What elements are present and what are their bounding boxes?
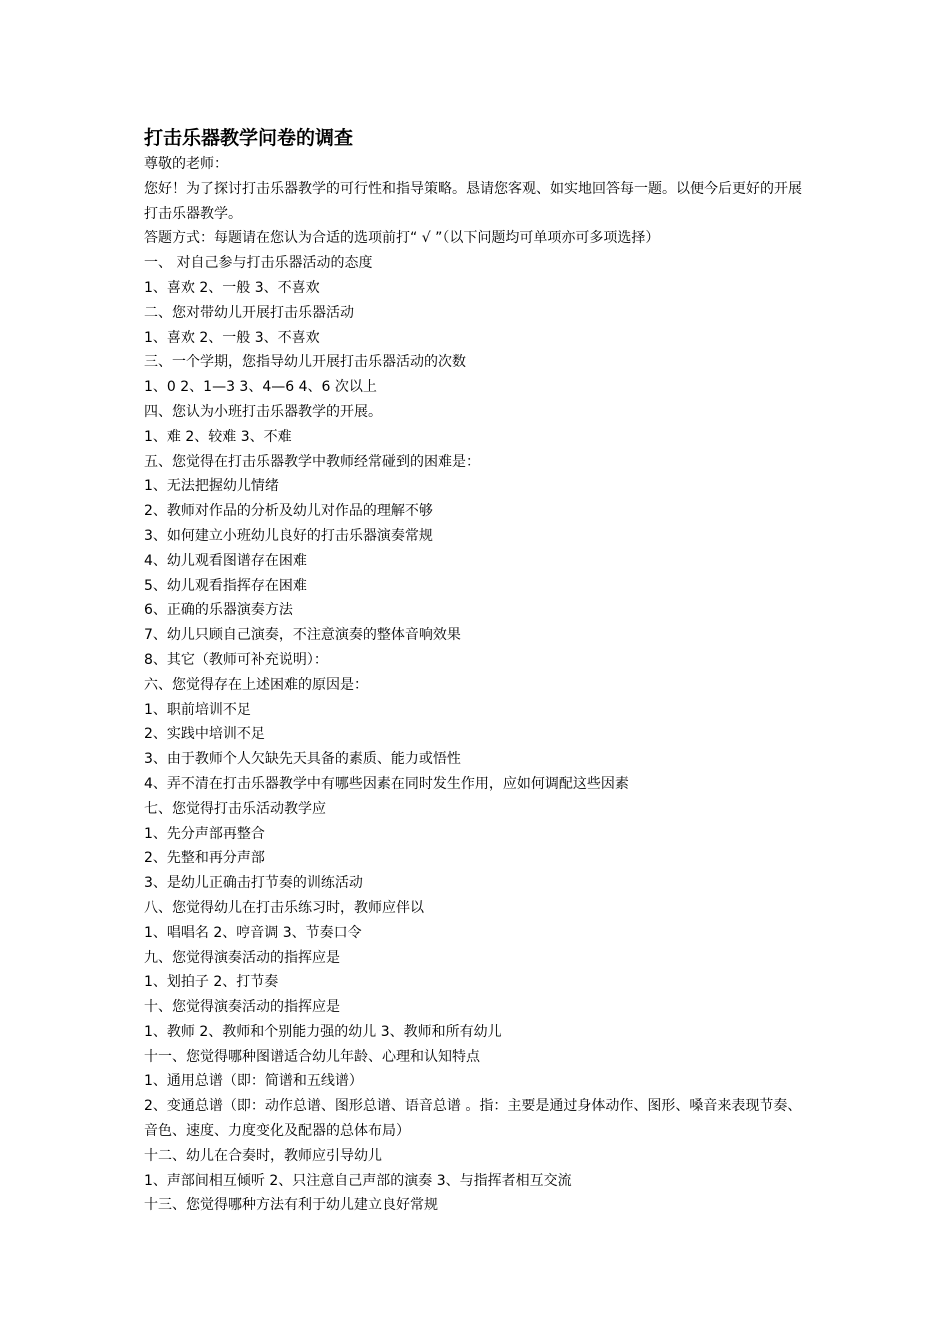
question-line: 一、 对自己参与打击乐器活动的态度 [144, 255, 373, 272]
question-line: 1、职前培训不足 [144, 701, 251, 718]
question-line: 4、幼儿观看图谱存在困难 [144, 552, 307, 569]
question-line: 四、您认为小班打击乐器教学的开展。 [144, 403, 382, 420]
question-line: 1、喜欢 2、一般 3、不喜欢 [144, 329, 320, 346]
question-line: 1、通用总谱（即：简谱和五线谱） [144, 1073, 363, 1090]
question-line: 6、正确的乐器演奏方法 [144, 602, 293, 619]
question-line: 二、您对带幼儿开展打击乐器活动 [144, 304, 354, 321]
question-line: 1、喜欢 2、一般 3、不喜欢 [144, 279, 320, 296]
document-page [144, 124, 814, 1218]
question-line: 五、您觉得在打击乐器教学中教师经常碰到的困难是： [144, 453, 480, 470]
question-line: 七、您觉得打击乐活动教学应 [144, 800, 326, 817]
question-line: 三、一个学期，您指导幼儿开展打击乐器活动的次数 [144, 354, 466, 371]
question-line: 十、您觉得演奏活动的指挥应是 [144, 999, 340, 1016]
question-line: 十三、您觉得哪种方法有利于幼儿建立良好常规 [144, 1197, 438, 1214]
question-line: 1、先分声部再整合 [144, 825, 265, 842]
question-line: 3、是幼儿正确击打节奏的训练活动 [144, 875, 363, 892]
question-line: 2、教师对作品的分析及幼儿对作品的理解不够 [144, 503, 433, 520]
question-line: 5、幼儿观看指挥存在困难 [144, 577, 307, 594]
question-list-tail [144, 1144, 814, 1218]
document-title: 打击乐器教学问卷的调查 [144, 127, 354, 149]
question-line: 2、先整和再分声部 [144, 850, 265, 867]
question-line: 九、您觉得演奏活动的指挥应是 [144, 949, 340, 966]
question-line: 八、您觉得幼儿在打击乐练习时，教师应伴以 [144, 899, 424, 916]
question-line: 1、难 2、较难 3、不难 [144, 428, 292, 445]
answer-instructions: 答题方式：每题请在您认为合适的选项前打“ √ ”（以下问题均可单项亦可多项选择） [144, 230, 660, 247]
greeting: 尊敬的老师： [144, 156, 228, 172]
question-line: 十二、幼儿在合奏时，教师应引导幼儿 [144, 1147, 382, 1164]
question-line: 1、0 2、1—3 3、4—6 4、6 次以上 [144, 379, 377, 396]
question-line: 4、弄不清在打击乐器教学中有哪些因素在同时发生作用，应如何调配这些因素 [144, 775, 629, 792]
question-line: 1、无法把握幼儿情绪 [144, 478, 279, 495]
intro-paragraph: 您好！为了探讨打击乐器教学的可行性和指导策略。恳请您客观、如实地回答每一题。以便今后更好的开展打击乐器教学。 [144, 180, 802, 222]
question-option-long: 2、变通总谱（即：动作总谱、图形总谱、语音总谱 。指：主要是通过身体动作、图形、嗓音来表现节奏、音色、速度、力度变化及配器的总体布局） [144, 1098, 802, 1140]
question-line: 2、实践中培训不足 [144, 726, 265, 743]
question-line: 3、如何建立小班幼儿良好的打击乐器演奏常规 [144, 527, 433, 544]
question-line: 8、其它（教师可补充说明）： [144, 651, 328, 668]
question-list [144, 251, 814, 1094]
question-line: 1、声部间相互倾听 2、只注意自己声部的演奏 3、与指挥者相互交流 [144, 1172, 572, 1189]
question-line: 1、教师 2、教师和个别能力强的幼儿 3、教师和所有幼儿 [144, 1023, 502, 1040]
question-line: 7、幼儿只顾自己演奏，不注意演奏的整体音响效果 [144, 627, 461, 644]
question-line: 十一、您觉得哪种图谱适合幼儿年龄、心理和认知特点 [144, 1048, 480, 1065]
question-line: 六、您觉得存在上述困难的原因是： [144, 676, 368, 693]
question-line: 1、唱唱名 2、哼音调 3、节奏口令 [144, 924, 362, 941]
question-line: 3、由于教师个人欠缺先天具备的素质、能力或悟性 [144, 751, 461, 768]
question-line: 1、划拍子 2、打节奏 [144, 974, 279, 991]
